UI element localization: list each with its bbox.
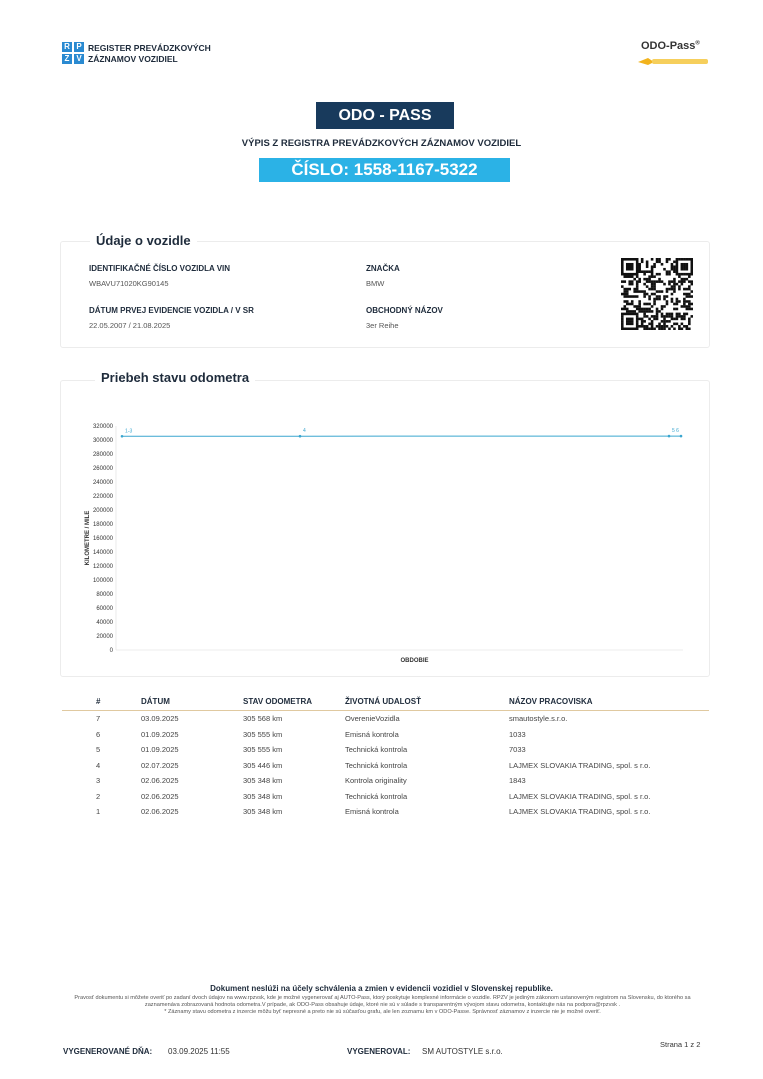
odo-logo-text: ODO-Pass [641, 40, 696, 52]
footer-notice: Dokument neslúži na účely schválenia a zmien v evidencii vozidiel v Slovenskej republike. [210, 984, 553, 993]
row-index: 3 [96, 776, 101, 785]
vin-label: IDENTIFIKAČNÉ ČÍSLO VOZIDLA VIN [89, 264, 231, 273]
rpzv-logo [62, 42, 84, 64]
y-axis-label: KILOMETRE / MILE [85, 510, 91, 566]
row-index: 5 [96, 745, 101, 754]
row-index: 1 [96, 807, 101, 816]
rpzv-letter: P [74, 42, 84, 52]
row-odometer: 305 348 km [243, 791, 283, 801]
row-date: 01.09.2025 [141, 745, 179, 754]
qr-code [621, 258, 693, 330]
row-event: Technická kontrola [345, 760, 408, 770]
col-header-odometer: STAV ODOMETRA [243, 697, 313, 706]
y-tick-label: 100000 [92, 578, 113, 584]
y-tick-label: 200000 [92, 508, 113, 514]
y-tick-label: 180000 [92, 522, 113, 528]
y-tick-label: 120000 [92, 564, 113, 570]
y-tick-label: 60000 [96, 606, 113, 612]
chart-section-title: Priebeh stavu odometra [95, 370, 255, 385]
rpzv-letter: V [74, 54, 84, 64]
row-index: 2 [96, 791, 101, 801]
data-point-label: 5 6 [672, 428, 679, 435]
row-odometer: 305 348 km [243, 776, 283, 785]
col-header-workplace: NÁZOV PRACOVISKA [509, 697, 593, 706]
odometer-chart [80, 412, 690, 667]
row-workplace: LAJMEX SLOVAKIA TRADING, spol. s r.o. [509, 791, 651, 801]
x-axis-label: OBDOBIE [400, 658, 429, 664]
footer-disclaimer-1: Pravosť dokumentu si môžete overiť po zadaní dvoch údajov na www.rpzvsk, kde je možné vygenerovať aj AUTO-Pass, ktorý poskytuje komplexné informácie o vozidle. RPZV je jediným zákonom ustanoveným registrom na Slovensku, do ktorého sa zaznamenáva zobrazovaná hodnota odometra.V prípade, ak ODO-Pass obsahuje údaje, ktoré nie sú v súlade s transparentným vývojom stavu odometra, kontaktujte nás na podpora@rpzvsk . [74, 995, 691, 1008]
table-header-divider [62, 710, 709, 711]
generated-by-value: SM AUTOSTYLE s.r.o. [422, 1047, 503, 1056]
row-event: Technická kontrola [345, 791, 408, 801]
row-date: 01.09.2025 [141, 729, 179, 739]
row-odometer: 305 555 km [243, 745, 283, 754]
row-event: OverenieVozidla [345, 714, 400, 723]
data-point [668, 435, 671, 438]
col-header-date: DÁTUM [141, 697, 170, 706]
y-tick-label: 0 [109, 648, 113, 654]
row-date: 02.06.2025 [141, 807, 179, 816]
rpzv-title-line2: ZÁZNAMOV VOZIDIEL [88, 53, 178, 64]
row-odometer: 305 348 km [243, 807, 283, 816]
row-workplace: 1033 [509, 729, 526, 739]
rpzv-title-line1: REGISTER PREVÁDZKOVÝCH [88, 43, 211, 53]
row-workplace: LAJMEX SLOVAKIA TRADING, spol. s r.o. [509, 760, 651, 770]
row-index: 6 [96, 729, 101, 739]
row-odometer: 305 568 km [243, 714, 283, 723]
trade-name-label: OBCHODNÝ NÁZOV [366, 306, 443, 315]
data-point [299, 435, 302, 438]
generated-date-value: 03.09.2025 11:55 [168, 1047, 230, 1056]
row-event: Emisná kontrola [345, 729, 399, 739]
odo-pass-logo [641, 40, 700, 52]
row-date: 02.07.2025 [141, 760, 179, 770]
rpzv-title [88, 43, 211, 64]
col-header-event: ŽIVOTNÁ UDALOSŤ [345, 697, 421, 706]
trade-name-value: 3er Reihe [366, 321, 399, 330]
generated-by-label: VYGENEROVAL: [347, 1047, 411, 1056]
y-tick-label: 280000 [92, 452, 113, 458]
odo-logo-reg: ® [695, 40, 700, 47]
brand-label: ZNAČKA [366, 264, 400, 273]
data-point-label: 4 [303, 428, 306, 435]
vehicle-section-title: Údaje o vozidle [90, 233, 197, 248]
registration-date-value: 22.05.2007 / 21.08.2025 [89, 321, 171, 330]
row-index: 4 [96, 760, 101, 770]
row-event: Kontrola originality [345, 776, 407, 785]
row-odometer: 305 446 km [243, 760, 283, 770]
row-workplace: LAJMEX SLOVAKIA TRADING, spol. s r.o. [509, 807, 651, 816]
y-tick-label: 320000 [92, 424, 113, 430]
row-odometer: 305 555 km [243, 729, 283, 739]
data-point-label: 1-3 [125, 428, 133, 435]
y-tick-label: 220000 [92, 494, 113, 500]
row-event: Technická kontrola [345, 745, 408, 754]
y-tick-label: 140000 [92, 550, 113, 556]
y-tick-label: 300000 [92, 438, 113, 444]
rpzv-letter: R [62, 42, 72, 52]
row-date: 02.06.2025 [141, 791, 179, 801]
col-header-index: # [96, 697, 101, 706]
y-tick-label: 160000 [92, 536, 113, 542]
y-tick-label: 80000 [96, 592, 113, 598]
document-number-badge: ČÍSLO: 1558-1167-5322 [259, 158, 510, 182]
brand-value: BMW [366, 279, 385, 288]
row-date: 03.09.2025 [141, 714, 179, 723]
footer-disclaimer [60, 995, 705, 1016]
row-workplace: smautostyle.s.r.o. [509, 714, 568, 723]
y-tick-label: 40000 [96, 620, 113, 626]
row-workplace: 1843 [509, 776, 526, 785]
row-event: Emisná kontrola [345, 807, 399, 816]
odo-pass-badge: ODO - PASS [316, 102, 454, 129]
data-point [680, 435, 683, 438]
y-tick-label: 240000 [92, 480, 113, 486]
rpzv-letter: Z [62, 54, 72, 64]
y-tick-label: 20000 [96, 634, 113, 640]
footer-disclaimer-2: * Záznamy stavu odometra z inzercie môžu byť nepresné a preto nie sú súčasťou grafu, ale len zoznamu km v ODO-Passe. Správnosť záznamov z inzercie nie je možné overiť. [164, 1009, 601, 1015]
row-index: 7 [96, 714, 101, 723]
document-subtitle: VÝPIS Z REGISTRA PREVÁDZKOVÝCH ZÁZNAMOV VOZIDIEL [241, 138, 522, 149]
vin-value: WBAVU71020KG90145 [89, 279, 169, 288]
row-workplace: 7033 [509, 745, 526, 754]
data-point [121, 435, 124, 438]
generated-date-label: VYGENEROVANÉ DŇA: [63, 1047, 153, 1056]
row-date: 02.06.2025 [141, 776, 179, 785]
vehicle-info-box [60, 241, 710, 348]
odo-pass-logo-graphic [636, 54, 710, 67]
y-tick-label: 260000 [92, 466, 113, 472]
page-number: Strana 1 z 2 [660, 1040, 701, 1049]
registration-date-label: DÁTUM PRVEJ EVIDENCIE VOZIDLA / V SR [89, 306, 254, 315]
